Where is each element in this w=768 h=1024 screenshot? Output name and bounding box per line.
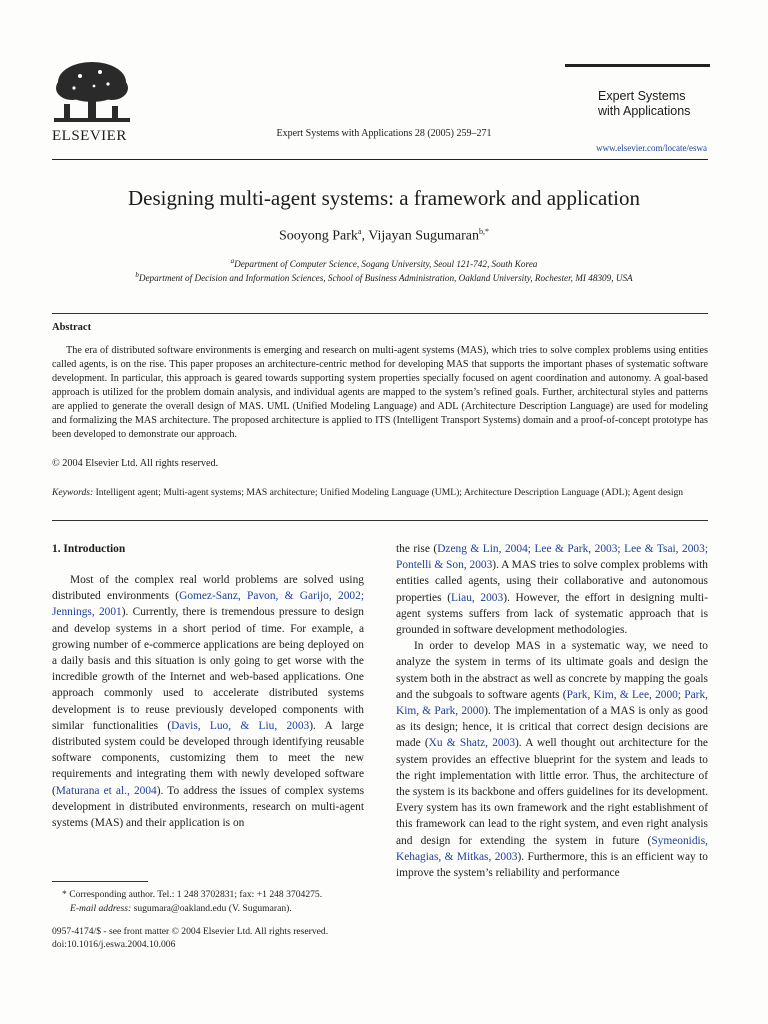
keywords-text: Intelligent agent; Multi-agent systems; MAS architecture; Unified Modeling Language (UML); Architecture Description Language (ADL); Agent design [93, 487, 684, 498]
author-2-affil-mark: b,* [479, 227, 489, 236]
intro-right-text-5: ). The implementation of a MAS is only as good as its design; hence, it is critical that correct design decisions are made ( [396, 705, 708, 750]
affiliation-b-text: Department of Decision and Information Sciences, School of Business Administration, Oakland University, Rochester, MI 48309, USA [138, 273, 633, 284]
brand-bar [565, 64, 710, 67]
abstract-body: The era of distributed software environments is emerging and research on multi-agent systems (MAS), which tries to solve complex problems using entities called agents, is on the rise. This paper proposes an architecture-centric method for developing MAS that supports the important phases of systematic software development. In particular, this approach is geared towards supporting system properties specially focused on agent coordination and autonomy. A goal-based approach is utilized for the problem domain analysis, and individual agents are mapped to the system’s refined goals. Further, architectural styles and patterns are applied to generate the overall design of MAS. UML (Unified Modeling Language) and ADL (Architecture Description Language) are used for modeling and formalizing the MAS architecture. The proposed architecture is applied to ITS (Intelligent Transport Systems) domain and a proof-of-concept prototype has been developed to demonstrate our approach. [52, 345, 708, 440]
citation-link[interactable]: Liau, 2003 [451, 591, 504, 604]
affiliation-b [0, 271, 768, 283]
doi-note: doi:10.1016/j.eswa.2004.10.006 [52, 939, 176, 950]
article-title: Designing multi-agent systems: a framework and application [127, 186, 641, 210]
intro-right-paragraph-2 [396, 638, 708, 881]
email-address: sugumara@oakland.edu (V. Sugumaran). [131, 903, 292, 914]
author-2: , Vijayan Sugumaran [361, 228, 479, 244]
intro-right-text-3: ). However, the effort in designing multi-agent systems suffers from lack of systematic approach that is grounded in software development methodologies. [396, 591, 709, 637]
abstract-copyright: © 2004 Elsevier Ltd. All rights reserved. [52, 458, 219, 469]
abstract-top-divider [52, 313, 708, 314]
citation-link[interactable]: Gomez-Sanz, Pavon, & Garijo, 2002; Jennings, 2001 [52, 590, 364, 619]
intro-left-text-2: ). Currently, there is tremendous pressure to design and develop systems in a short period of time. For example, a growing number of e-commerce applications are being deployed on a daily basis and this situation is only going to get worse with the incredible growth of the Internet and web-based applications. One approach commonly used to accelerate distributed systems development is to reuse previously developed components with similar functionalities ( [52, 606, 364, 732]
intro-right-paragraph-1 [396, 541, 708, 638]
intro-right-text-7: ). Furthermore, this is an efficient way to improve the system’s reliability and performance [396, 850, 708, 880]
author-1: Sooyong Park [278, 228, 358, 244]
affiliation-a [0, 257, 768, 269]
intro-left-text-1: Most of the complex real world problems are solved using distributed environments ( [52, 574, 364, 603]
intro-left-text-4: ). To address the issues of complex systems development in distributed environments, research on multi-agent systems (MAS) and their application is on [52, 784, 364, 830]
email-note [70, 902, 400, 915]
intro-right-text-1: the rise ( [396, 543, 438, 555]
citation-link[interactable]: Davis, Luo, & Liu, 2003 [171, 719, 310, 732]
elsevier-tree-logo [50, 58, 134, 128]
abstract-heading: Abstract [52, 322, 92, 333]
affiliation-a-mark: a [230, 257, 235, 265]
email-label: E-mail address: [70, 903, 132, 914]
journal-brand-line2: with Applications [598, 104, 691, 118]
intro-right-text-4: In order to develop MAS in a systematic way, we need to analyze the system in terms of its ultimate goals and design the system both in the abstract as well as concrete by mapping the goals and the subgoals to software agents ( [396, 640, 708, 701]
corresponding-author-note: * Corresponding author. Tel.: 1 248 3702831; fax: +1 248 3704275. [62, 889, 323, 900]
header-divider [52, 159, 708, 160]
intro-right-text-2: ). A MAS tries to solve complex problems with entities called agents, using their collaborative and autonomous properties ( [396, 559, 708, 604]
citation-link[interactable]: Dzeng & Lin, 2004; Lee & Park, 2003; Lee & Tsai, 2003; Pontelli & Son, 2003 [396, 543, 708, 572]
affiliation-a-text: Department of Computer Science, Sogang University, Seoul 121-742, South Korea [234, 259, 538, 270]
section-heading-introduction: 1. Introduction [52, 543, 126, 555]
citation-link[interactable]: Maturana et al., 2004 [55, 784, 157, 797]
journal-reference: Expert Systems with Applications 28 (2005) 259–271 [276, 128, 492, 139]
abstract-bottom-divider [52, 520, 708, 521]
journal-brand [598, 89, 708, 119]
publisher-name: ELSEVIER [52, 128, 127, 144]
keywords [52, 486, 708, 500]
citation-link[interactable]: Xu & Shatz, 2003 [428, 737, 516, 750]
journal-url-link[interactable]: www.elsevier.com/locate/eswa [596, 143, 707, 153]
issn-note: 0957-4174/$ - see front matter © 2004 Elsevier Ltd. All rights reserved. [52, 926, 329, 937]
intro-right-text-6: ). A well thought out architecture for the system provides an effective blueprint for the system and leads to the right implementation with little error. Thus, the architecture of the system is its backbone and offers guidelines for its development. Every system has its own framework and the right establishment of this framework can lead to the right system, and even right analysis and design for extending the system in future ( [396, 737, 708, 847]
journal-brand-line1: Expert Systems [598, 89, 686, 103]
keywords-label: Keywords: [52, 487, 94, 498]
author-line [0, 227, 768, 245]
citation-link[interactable]: Symeonidis, Kehagias, & Mitkas, 2003 [396, 834, 708, 863]
footnote-divider [52, 881, 148, 882]
intro-left-text-3: ). A large distributed system could be developed through identifying reusable software components, customizing them to meet the new requirements and integrating them with newly developed software ( [52, 719, 364, 797]
citation-link[interactable]: Park, Kim, & Lee, 2000; Park, Kim, & Park, 2000 [396, 688, 708, 718]
affiliation-b-mark: b [135, 271, 139, 279]
intro-right-column [396, 541, 708, 881]
author-1-affil-mark: a [357, 227, 362, 236]
intro-left-column [52, 572, 364, 831]
